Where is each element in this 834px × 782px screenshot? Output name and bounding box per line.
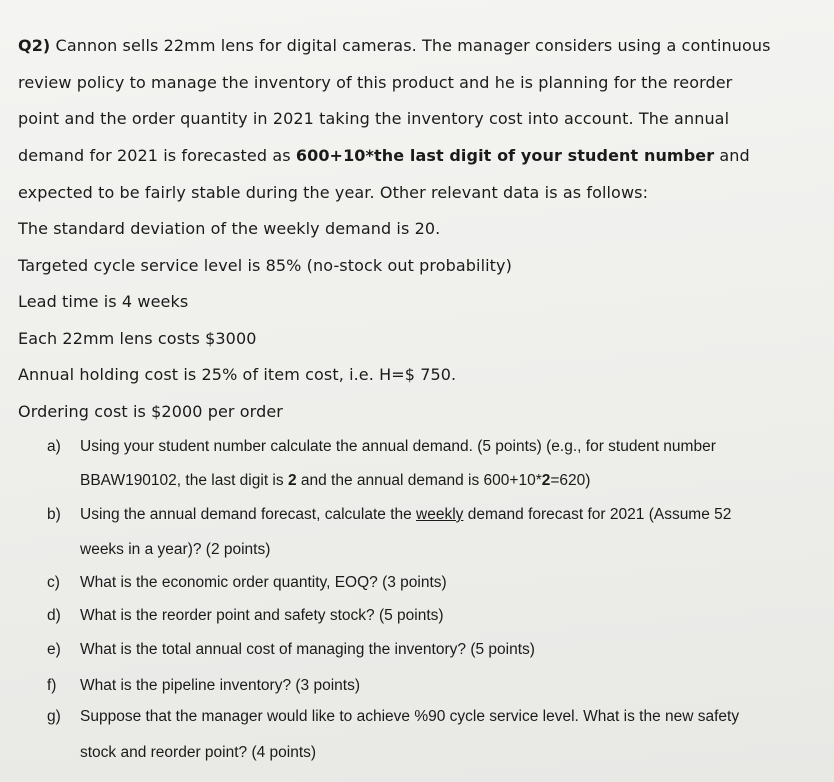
part-e — [47, 641, 807, 661]
part-d-letter: d) — [47, 607, 61, 624]
part-b-letter: b) — [47, 506, 61, 523]
intro-text-1: Cannon sells 22mm lens for digital cameras. The manager considers using a continuous — [55, 36, 771, 55]
part-g — [47, 708, 807, 728]
intro-text-3: point and the order quantity in 2021 taking the inventory cost into account. The annual — [18, 109, 730, 128]
demand-prefix: demand for 2021 is forecasted as — [18, 146, 296, 165]
demand-line — [18, 146, 750, 165]
data-service-level: Targeted cycle service level is 85% (no-stock out probability) — [18, 256, 512, 275]
data-ordering-cost: Ordering cost is $2000 per order — [18, 402, 283, 421]
part-a-line-1: Using your student number calculate the annual demand. (5 points) (e.g., for student number — [80, 438, 716, 455]
part-a — [47, 438, 807, 458]
stable-line: expected to be fairly stable during the year. Other relevant data is as follows: — [18, 183, 649, 202]
question-number: Q2) — [18, 36, 51, 55]
part-d-text: What is the reorder point and safety stock? (5 points) — [80, 607, 444, 624]
intro-text-2: review policy to manage the inventory of this product and he is planning for the reorder — [18, 73, 733, 92]
part-a-letter: a) — [47, 438, 61, 455]
part-a-line-2 — [80, 472, 590, 490]
part-a-digit: 2 — [287, 472, 297, 489]
part-f-letter: f) — [47, 677, 57, 694]
part-g-letter: g) — [47, 708, 61, 725]
part-g-line-1: Suppose that the manager would like to achieve %90 cycle service level. What is the new safety — [80, 708, 740, 725]
part-a-line-2-end: =620) — [550, 472, 591, 489]
part-b — [47, 506, 807, 526]
data-item-cost: Each 22mm lens costs $3000 — [18, 329, 257, 348]
data-lead-time: Lead time is 4 weeks — [18, 292, 189, 311]
part-c-letter: c) — [47, 574, 60, 591]
question-intro-line-1 — [18, 36, 771, 55]
part-b-line-1 — [80, 506, 731, 524]
data-std-dev: The standard deviation of the weekly demand is 20. — [18, 219, 441, 238]
part-f-text: What is the pipeline inventory? (3 points) — [80, 677, 361, 694]
part-a-digit-2: 2 — [541, 472, 551, 489]
part-c-text: What is the economic order quantity, EOQ? (3 points) — [80, 574, 447, 591]
part-e-letter: e) — [47, 641, 61, 658]
part-c — [47, 574, 807, 594]
part-b-weekly: weekly — [416, 506, 464, 523]
part-f — [47, 677, 807, 697]
demand-suffix: and — [714, 146, 750, 165]
demand-formula: 600+10*the last digit of your student number — [295, 146, 715, 165]
part-e-text: What is the total annual cost of managing the inventory? (5 points) — [80, 641, 535, 658]
part-d — [47, 607, 807, 627]
part-a-line-2-suffix: and the annual demand is 600+10* — [296, 472, 542, 489]
part-b-line-2: weeks in a year)? (2 points) — [80, 541, 271, 558]
part-b-prefix: Using the annual demand forecast, calculate the — [80, 506, 417, 523]
part-a-line-2-prefix: BBAW190102, the last digit is — [80, 472, 288, 489]
part-g-line-2: stock and reorder point? (4 points) — [80, 744, 317, 761]
data-holding-cost: Annual holding cost is 25% of item cost, i.e. H=$ 750. — [18, 365, 457, 384]
part-b-suffix: demand forecast for 2021 (Assume 52 — [463, 506, 732, 523]
